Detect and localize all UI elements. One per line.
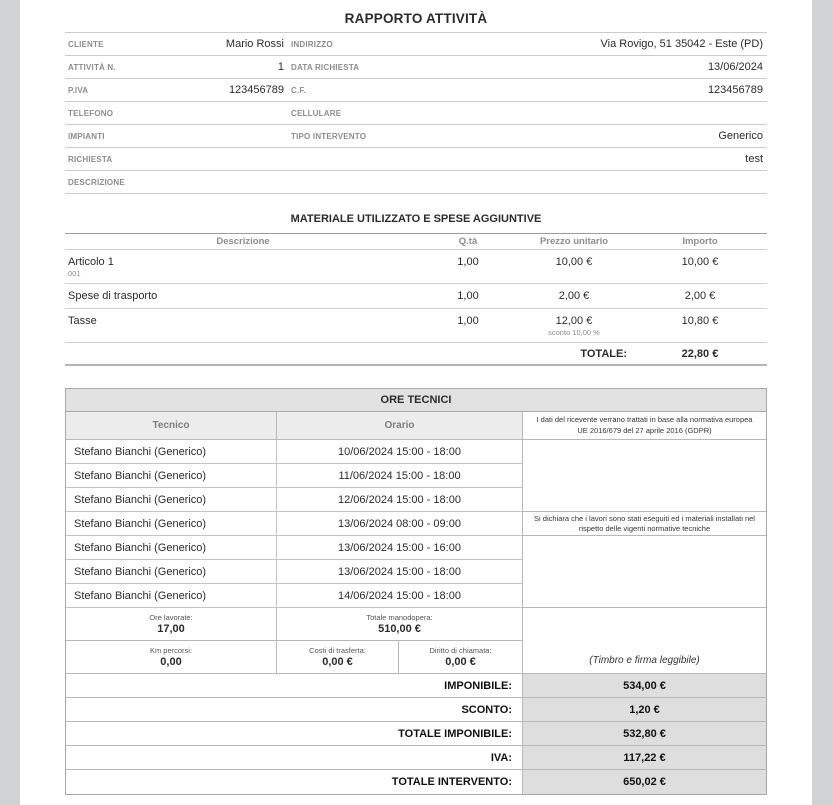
total-value-sconto: 1,20 € (523, 698, 766, 722)
costi-trasferta-label: Costi di trasferta: (309, 646, 366, 655)
technician-schedule: 13/06/2024 15:00 - 18:00 (338, 565, 461, 578)
totale-manodopera-cell (277, 608, 522, 640)
report-page (20, 0, 812, 805)
costi-trasferta-value: 0,00 € (322, 656, 353, 668)
material-description-cell (65, 290, 421, 303)
client-info-table (65, 32, 767, 194)
technician-name: Stefano Bianchi (Generico) (66, 488, 277, 511)
info-label-descrizione: DESCRIZIONE (68, 177, 125, 187)
hours-row (66, 560, 522, 584)
diritto-chiamata-value: 0,00 € (445, 656, 476, 668)
costi-trasferta-cell (277, 641, 399, 673)
material-unit-price: 12,00 € (555, 315, 593, 327)
hours-header-tecnico: Tecnico (66, 412, 277, 439)
material-amount: 2,00 € (684, 290, 716, 302)
technician-hours-table (65, 388, 767, 795)
material-amount: 10,00 € (681, 256, 719, 268)
totale-manodopera-label: Totale manodopera: (366, 613, 433, 622)
info-label-cf: C.F. (291, 85, 307, 95)
materials-header-row (65, 233, 767, 250)
info-label-attivita-n: ATTIVITÀ N. (68, 62, 116, 72)
info-value-indirizzo: Via Rovigo, 51 35042 - Este (PD) (600, 38, 763, 50)
hours-row (66, 440, 522, 464)
signature-note: (Timbro e firma leggibile) (523, 608, 766, 674)
hours-table-right (522, 412, 766, 794)
material-row (65, 250, 767, 284)
materials-section-title: MATERIALE UTILIZZATO E SPESE AGGIUNTIVE (290, 213, 542, 225)
total-label-sconto: SCONTO: (66, 698, 522, 722)
technician-schedule: 12/06/2024 15:00 - 18:00 (338, 493, 461, 506)
diritto-chiamata-cell (399, 641, 522, 673)
info-label-indirizzo: INDIRIZZO (291, 39, 333, 49)
technician-schedule: 13/06/2024 08:00 - 09:00 (338, 517, 461, 530)
viewer-margin-right (812, 0, 833, 805)
info-label-telefono: TELEFONO (68, 108, 114, 118)
totale-manodopera-value: 510,00 € (378, 623, 421, 635)
hours-table-body (66, 412, 766, 794)
info-value-attivita-n: 1 (277, 61, 284, 73)
hours-summary-row-1 (66, 608, 522, 641)
info-label-richiesta: RICHIESTA (68, 154, 113, 164)
materials-total-row (65, 343, 767, 366)
report-content (65, 0, 767, 795)
info-label-cliente: CLIENTE (68, 39, 104, 49)
info-row-piva (65, 79, 767, 102)
hours-table-title: ORE TECNICI (66, 389, 766, 412)
page-title: RAPPORTO ATTIVITÀ (344, 11, 488, 26)
total-label-iva: IVA: (66, 746, 522, 770)
ore-lavorate-label: Ore lavorate: (149, 613, 193, 622)
diritto-chiamata-label: Diritto di chiamata: (429, 646, 492, 655)
materials-total-label: TOTALE: (580, 347, 627, 360)
technician-name: Stefano Bianchi (Generico) (66, 536, 277, 559)
info-label-piva: P.IVA (68, 85, 89, 95)
declaration-note: Si dichiara che i lavori sono stati eseguiti ed i materiali installati nel rispetto delle vigenti normative tecniche (523, 512, 766, 536)
material-description-cell (65, 256, 421, 278)
total-label-totale-imponibile: TOTALE IMPONIBILE: (66, 722, 522, 746)
material-qty: 1,00 (457, 256, 479, 268)
total-value-iva: 117,22 € (523, 746, 766, 770)
material-code: 001 (68, 269, 81, 278)
hours-row (66, 536, 522, 560)
ore-lavorate-value: 17,00 (157, 623, 185, 635)
material-unit-price-cell (515, 256, 633, 278)
gdpr-note: I dati del ricevente verrano trattati in base alla normativa europea UE 2016/679 del 27 aprile 2016 (GDPR) (523, 412, 766, 440)
hours-row (66, 464, 522, 488)
technician-schedule: 10/06/2024 15:00 - 18:00 (338, 445, 461, 458)
info-value-cf: 123456789 (707, 84, 763, 96)
total-label-imponibile: IMPONIBILE: (66, 674, 522, 698)
hours-summary-row-2 (66, 641, 522, 674)
ore-lavorate-cell (66, 608, 277, 640)
technician-schedule: 14/06/2024 15:00 - 18:00 (338, 589, 461, 602)
material-row (65, 309, 767, 343)
info-value-piva: 123456789 (228, 84, 284, 96)
info-value-data-richiesta: 13/06/2024 (707, 61, 763, 73)
info-row-descrizione (65, 171, 767, 194)
technician-name: Stefano Bianchi (Generico) (66, 560, 277, 583)
technician-name: Stefano Bianchi (Generico) (66, 512, 277, 535)
material-description: Articolo 1 (68, 256, 114, 268)
info-label-impianti: IMPIANTI (68, 131, 105, 141)
material-description-cell (65, 315, 421, 337)
info-row-impianti (65, 125, 767, 148)
materials-header-importo: Importo (682, 236, 718, 247)
material-unit-price-cell (515, 315, 633, 337)
material-unit-price-cell (515, 290, 633, 303)
material-description: Spese di trasporto (68, 290, 158, 302)
hours-row (66, 512, 522, 536)
empty-cell (523, 440, 766, 512)
info-row-attivita (65, 56, 767, 79)
total-value-totale-intervento: 650,02 € (523, 770, 766, 794)
hours-table-left (66, 412, 522, 794)
technician-name: Stefano Bianchi (Generico) (66, 584, 277, 607)
material-qty: 1,00 (457, 315, 479, 327)
hours-header-row (66, 412, 522, 440)
viewer-margin-left (0, 0, 20, 805)
materials-table (65, 233, 767, 366)
technician-name: Stefano Bianchi (Generico) (66, 464, 277, 487)
technician-schedule: 11/06/2024 15:00 - 18:00 (338, 469, 461, 482)
info-value-tipo-intervento: Generico (718, 130, 763, 142)
info-value-richiesta: test (745, 153, 763, 165)
technician-schedule: 13/06/2024 15:00 - 16:00 (338, 541, 461, 554)
empty-cell (523, 536, 766, 608)
info-row-cliente (65, 33, 767, 56)
material-description: Tasse (68, 315, 97, 327)
info-label-tipo-intervento: TIPO INTERVENTO (291, 131, 367, 141)
technician-name: Stefano Bianchi (Generico) (66, 440, 277, 463)
km-percorsi-cell (66, 641, 277, 673)
materials-total-value: 22,80 € (681, 347, 719, 360)
material-qty: 1,00 (457, 290, 479, 302)
materials-header-prezzo: Prezzo unitario (539, 236, 609, 247)
km-percorsi-label: Km percorsi: (149, 646, 193, 655)
materials-header-qta: Q.tà (458, 236, 478, 247)
total-value-totale-imponibile: 532,80 € (523, 722, 766, 746)
hours-row (66, 488, 522, 512)
info-row-telefono (65, 102, 767, 125)
material-amount: 10,80 € (681, 315, 719, 327)
info-value-cliente: Mario Rossi (225, 38, 284, 50)
info-label-data-richiesta: DATA RICHIESTA (291, 62, 360, 72)
materials-header-descrizione: Descrizione (216, 236, 270, 247)
hours-header-orario: Orario (384, 420, 415, 431)
material-row (65, 284, 767, 309)
material-unit-price: 10,00 € (555, 256, 593, 268)
hours-row (66, 584, 522, 608)
material-unit-price: 2,00 € (558, 290, 590, 302)
material-price-note: sconto 10,00 % (548, 328, 600, 337)
info-row-richiesta (65, 148, 767, 171)
total-label-totale-intervento: TOTALE INTERVENTO: (391, 776, 512, 788)
info-label-cellulare: CELLULARE (291, 108, 342, 118)
total-value-imponibile: 534,00 € (523, 674, 766, 698)
km-percorsi-value: 0,00 (160, 656, 182, 668)
